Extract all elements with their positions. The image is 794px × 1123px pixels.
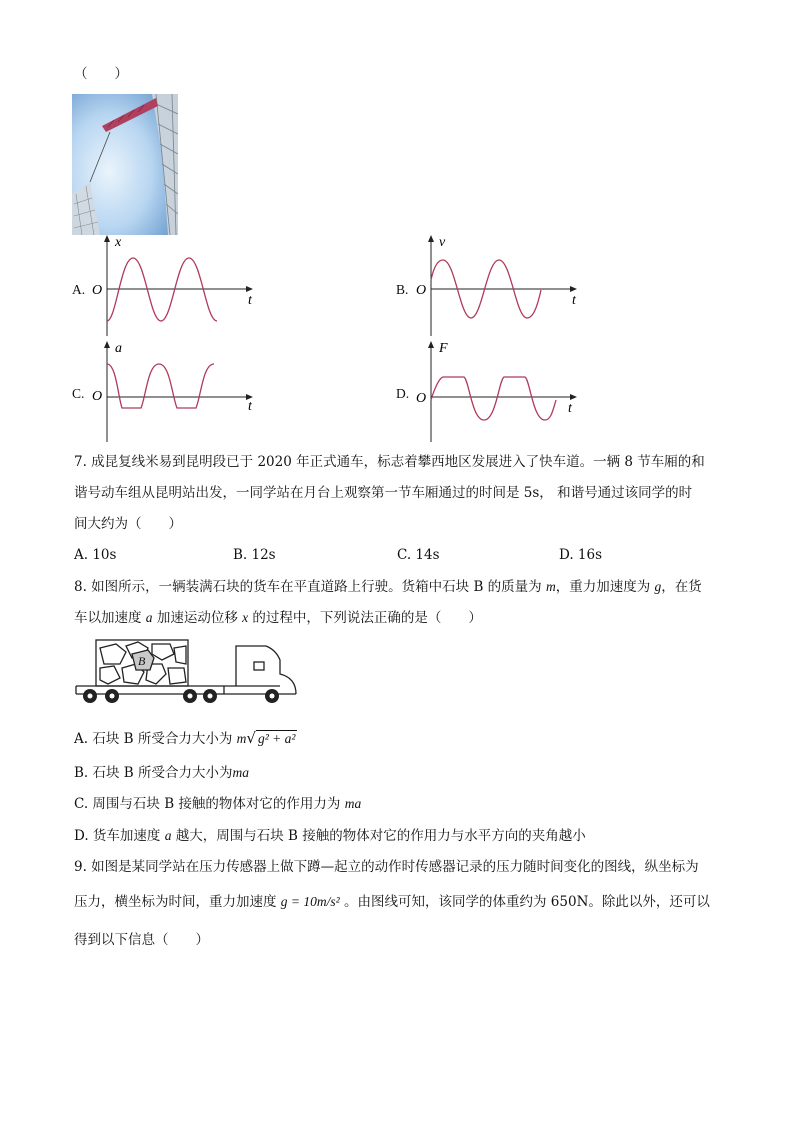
q7-line-3: 间大约为（ ） <box>74 516 182 532</box>
y-arrow-icon <box>104 341 110 348</box>
q7-option-c: C. 14s <box>397 547 440 563</box>
q9-line-2: 压力，横坐标为时间，重力加速度 g = 10m/s² 。由图线可知，该同学的体重约为 650N。除此以外，还可以 <box>74 894 710 910</box>
graph-b-origin: O <box>416 283 427 298</box>
graph-d-curve <box>431 377 556 420</box>
q7-option-d: D. 16s <box>559 547 603 563</box>
graph-a-y-label: x <box>115 235 122 250</box>
q8-option-a: A. 石块 B 所受合力大小为 m√ g² + a² <box>74 729 296 747</box>
truck-figure <box>74 638 300 704</box>
q7-line-1: 7. 成昆复线米易到昆明段已于 2020 年正式通车，标志着攀西地区发展进入了快车道。一辆 8 节车厢的和 <box>74 454 705 470</box>
graph-d-origin: O <box>416 391 427 406</box>
graph-c <box>88 340 263 444</box>
graph-a-letter: A. <box>72 282 86 297</box>
graph-c-t-label: t <box>248 399 252 414</box>
crane-photo <box>72 94 178 235</box>
truck-wheels <box>83 689 279 703</box>
q8-option-c: C. 周围与石块 B 接触的物体对它的作用力为 ma <box>74 796 362 812</box>
q8-option-d: D. 货车加速度 a 越大，周围与石块 B 接触的物体对它的作用力与水平方向的夹角越小 <box>74 828 586 844</box>
t-arrow-icon <box>570 394 577 400</box>
rock-b-label: B <box>138 654 146 668</box>
graph-b-t-label: t <box>572 293 576 308</box>
y-arrow-icon <box>428 341 434 348</box>
graph-d-letter: D. <box>396 386 410 401</box>
y-arrow-icon <box>104 235 110 242</box>
graph-b-y-label: v <box>439 235 446 250</box>
q8-line-2: 车以加速度 a 加速运动位移 x 的过程中，下列说法正确的是（ ） <box>74 610 482 626</box>
graph-d-y-label: F <box>439 341 448 356</box>
q7-option-a: A. 10s <box>74 547 117 563</box>
t-arrow-icon <box>246 286 253 292</box>
graph-a-t-label: t <box>248 293 252 308</box>
answer-bracket: （ ） <box>74 66 128 82</box>
graph-b <box>412 234 587 338</box>
q9-line-1: 9. 如图是某同学站在压力传感器上做下蹲—起立的动作时传感器记录的压力随时间变化的图线，纵坐标为 <box>74 859 699 875</box>
q7-option-b: B. 12s <box>233 547 276 563</box>
graph-c-origin: O <box>92 389 103 404</box>
graph-a <box>88 234 263 338</box>
graph-c-curve <box>107 364 214 408</box>
q7-line-2: 谐号动车组从昆明站出发，一同学站在月台上观察第一节车厢通过的时间是 5s， 和谐号通过该同学的时 <box>74 485 693 501</box>
graph-b-letter: B. <box>396 282 409 297</box>
q8-line-1: 8. 如图所示，一辆装满石块的货车在平直道路上行驶。货箱中石块 B 的质量为 m，重力加速度为 g，在货 <box>74 579 702 595</box>
graph-a-origin: O <box>92 283 103 298</box>
graph-d-t-label: t <box>568 401 572 416</box>
q9-line-3: 得到以下信息（ ） <box>74 932 209 948</box>
graph-d <box>412 340 587 444</box>
graph-c-y-label: a <box>115 341 122 356</box>
graph-c-letter: C. <box>72 386 85 401</box>
q8-option-b: B. 石块 B 所受合力大小为ma <box>74 765 250 781</box>
y-arrow-icon <box>428 235 434 242</box>
t-arrow-icon <box>570 286 577 292</box>
